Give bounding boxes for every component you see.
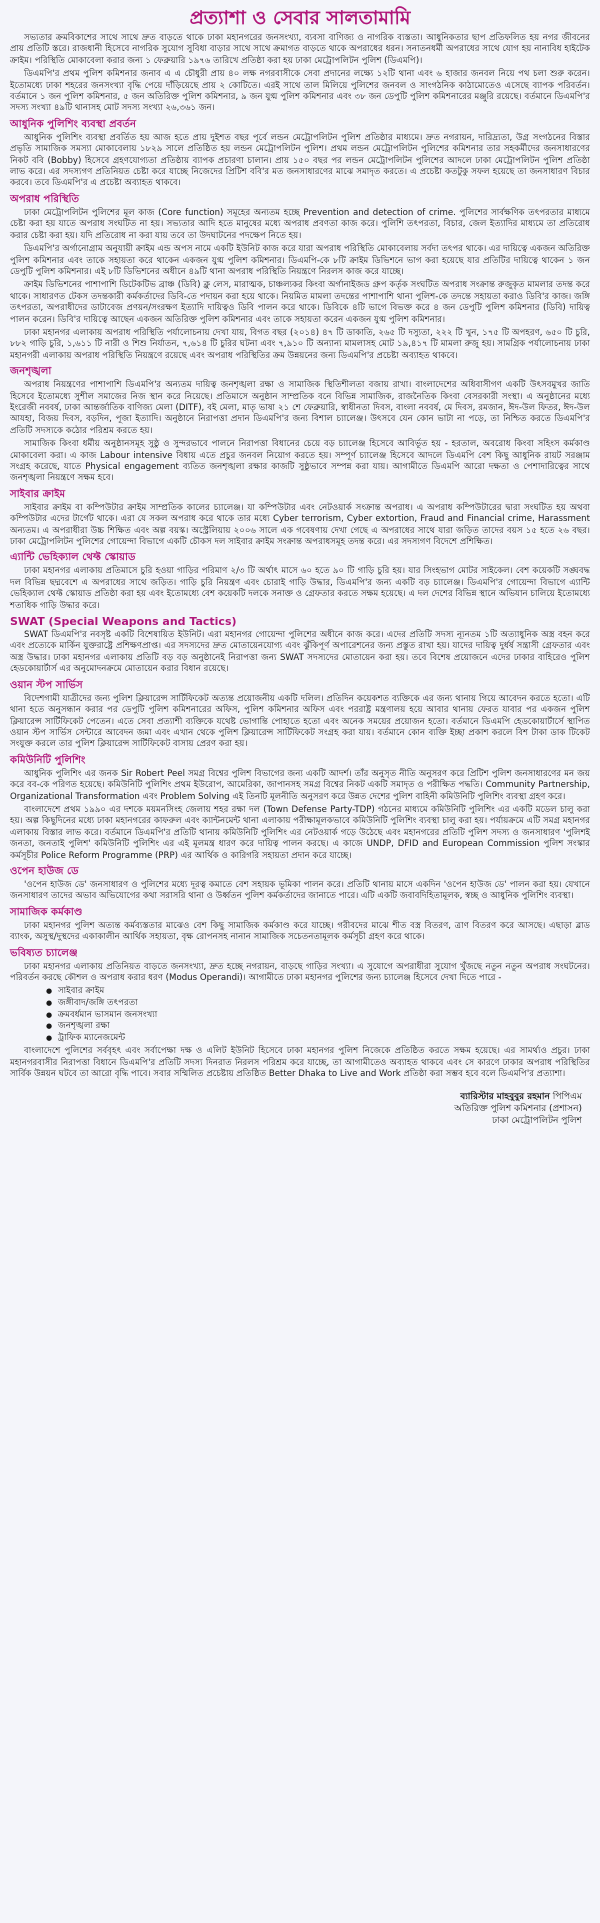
section-paragraph: ঢাকা মহানগর এলাকায় প্রতিমাসে চুরি হওয়া গাড়ির পরিমাণ ২/৩ টি অর্থাৎ মাসে ৬০ হতে ৯০ টি গাড়ি চুরি হয়। যার সিংহভাগ মোটর সাইকেল। বেশ কয়েকটি সঙ্ঘবদ্ধ দল বিভিন্ন ছদ্মবেশে এ অপরাধের সাথে জড়িত। গাড়ি চুরি নিয়ন্ত্রণ এবং চোরাই গাড়ি উদ্ধার, ডিএমপি'র জন্য একটি বড় চ্যালেঞ্জ। ডিএমপি'র গোয়েন্দা বিভাগে এ্যান্টি ভেহিক্যাল থেফ্ট স্কোয়াড প্রতিষ্ঠা করা হয় এবং ইতোমধ্যে বেশ কয়েকটি দলকে সনাক্ত ও গ্রেফতার করতে সক্ষম হয়েছে। এ দল দেশের বিভিন্ন স্থানে অভিযান চালিয়ে ইতোমধ্যে শতাধিক গাড়ি উদ্ধার করে। <box>10 566 590 611</box>
section-paragraph: 'ওপেন হাউজ ডে' জনসাধারণ ও পুলিশের মধ্যে দূরত্ব কমাতে বেশ সহায়ক ভূমিকা পালন করে। প্রতিটি থানায় মাসে একদিন 'ওপেন হাউজ ডে' পালন করা হয়। যেখানে জনসাধারণ তাদের অভাব অভিযোগের কথা সরাসরি থানা ও উর্ধ্বতন পুলিশ কর্মকর্তাদের জানাতে পারে। এটি একটি জবাবদিহিতামূলক, স্বচ্ছ ও আধুনিক পুলিশিং ব্যবস্থা। <box>10 879 590 902</box>
list-item: ● ট্রাফিক ম্যানেজমেন্ট <box>58 1033 590 1045</box>
section-paragraph: আধুনিক পুলিশিং ব্যবস্থা প্রবর্তিত হয় আজ হতে প্রায় দুইশত বছর পূর্বে লন্ডন মেট্রোপলিটন পুলিশ প্রতিষ্ঠার মাধ্যমে। দ্রুত নগরায়ন, দারিদ্র্যতা, উগ্র সংগঠনের বিস্তার প্রভৃতি সামাজিক সমস্যা মোকাবেলায় ১৮২৯ সালে প্রতিষ্ঠিত হয় লন্ডন মেট্রোপলিটন পুলিশ। প্রথম লন্ডন মেট্রোপলিটন পুলিশের কমিশনার তার সহকর্মীদের জনসাধারণের নিকট ববি (Bobby) হিসেবে গ্রহণযোগ্যতা প্রতিষ্ঠায় ব্যাপক প্রচারণা চালান। প্রায় ১৫০ বছর পর লন্ডন মেট্রোপলিটন পুলিশের আদলে ঢাকা মেট্রোপলিটন পুলিশ প্রতিষ্ঠা লাভ করে। এর সদস্যগণ প্রতিনিয়ত চেষ্টা করে যাচ্ছে নিজেদের প্রিটিশ ববি'র মত জনসাধারণের মাঝে সমাদৃত করতে। এ প্রচেষ্টা কতটুকু সফল হয়েছে তা জনসাধারণ বিচার করবে। তবে ডিএমপি'র এ প্রচেষ্টা অব্যাহত থাকবে। <box>10 132 590 189</box>
signature-designation: অতিরিক্ত পুলিশ কমিশনার (প্রশাসন) <box>454 1103 582 1114</box>
section-heading: SWAT (Special Weapons and Tactics) <box>10 615 237 629</box>
list-item: ● জঙ্গীবাদ/জঙ্গি তৎপরতা <box>58 998 590 1010</box>
list-item: ● সাইবার ক্রাইম <box>58 986 590 998</box>
section-open-house-day <box>10 865 590 903</box>
signature-name: ব্যারিস্টার মাহবুবুর রহমান <box>460 1091 550 1102</box>
section-swat <box>10 615 590 676</box>
section-modern-policing <box>10 118 590 190</box>
section-paragraph: ঢাকা মহানগর এলাকায় অপরাধ পরিস্থিতি পর্যালোচনায় দেখা যায়, বিগত বছর (২০১৪) ৪৭ টি ডাকাতি, ২৬৫ টি দস্যুতা, ২২২ টি খুন, ১৭৫ টি অপহরণ, ৬৫০ টি চুরি, ৮৮২ গাড়ি চুরি, ১,৬১১ টি নারী ও শিশু নির্যাতন, ৭,৬১৪ টি চুরির ঘটনা এবং ৭,৯১০ টি অন্যান্য মামলাসহ মোট ১৯,৪১৭ টি মামলা রুজু হয়। সামগ্রিক পর্যালোচনায় ঢাকা মহানগরী এলাকায় অপরাধ পরিস্থিতি নিয়ন্ত্রণে রয়েছে এবং অপরাধ পরিস্থিতির ক্রম উন্নয়নের জন্য ডিএমপি'র প্রচেষ্টা অব্যাহত থাকবে। <box>10 327 590 361</box>
section-heading: ভবিষ্যত চ্যালেঞ্জ <box>10 947 78 959</box>
section-heading: কমিউনিটি পুলিশিং <box>10 754 86 766</box>
section-cyber-crime <box>10 488 590 549</box>
section-heading: আধুনিক পুলিশিং ব্যবস্থা প্রবর্তন <box>10 118 137 130</box>
section-heading: ওপেন হাউজ ডে <box>10 865 79 877</box>
section-paragraph: বিদেশগামী যাত্রীদের জন্য পুলিশ ক্লিয়ারেন্স সার্টিফিকেট অত্যন্ত প্রয়োজনীয় একটি দলিল। প্রতিদিন কয়েকশত ব্যক্তিকে এর জন্য থানায় গিয়ে আবেদন করতে হতো। এটি থানা হতে অনুসন্ধান করার পর ডেপুটি পুলিশ কমিশনারের অফিস, পুলিশ কমিশনার অফিস এবং পররাষ্ট্র মন্ত্রণালয় হয়ে আবার থানায় ফেরত যাবার পর একজন পুলিশ ক্লিয়ারেন্স সার্টিফিকেট পেতেন। এতে সেবা প্রত্যাশী ব্যক্তিকে যথেষ্ট ভোগান্তি পোহাতে হতো এবং অনেক সময়ের প্রয়োজন হতো। বর্তমানে ডিএমপি হেডকোয়ার্টার্সে স্থাপিত ওয়ান স্টপ সার্ভিস সেন্টারে আবেদন জমা এবং এখান থেকে পুলিশ ক্লিয়ারেন্স সার্টিফিকেট সংগ্রহ করা যায়। বর্তমানে কোন ব্যক্তি ইচ্ছা প্রকাশ করলে বিশ টাকা ডাক টিকেট সংযুক্ত করলে তার পুলিশ ক্লিয়ারেন্স সার্টিফিকেট বাসায় প্রেরণ করা হয়। <box>10 693 590 750</box>
list-item: ● জনশৃঙ্খলা রক্ষা <box>58 1021 590 1033</box>
signature-organization: ঢাকা মেট্রোপলিটন পুলিশ <box>492 1115 582 1126</box>
section-future-challenges <box>10 947 590 1081</box>
list-item: ● ক্রমবর্ধমান ভাসমান জনসংখ্যা <box>58 1010 590 1022</box>
section-paragraph: ঢাকা মহানগর এলাকায় প্রতিনিয়ত বাড়তে জনসংখ্যা, দ্রুত হচ্ছে নগরায়ন, বাড়ছে গাড়ির সংখ্যা। এ সুযোগে অপরাধীরা সুযোগ খুঁজছে নতুন নতুন অপরাধ সংঘটনের। পরিবর্তন করছে কৌশল ও অপরাধ করার ধরণ (Modus Operandi)। আগামীতে ঢাকা মহানগর পুলিশের জন্য চ্যালেঞ্জ হিসেবে দেখা দিতে পারে - <box>10 961 590 983</box>
signature-suffix: পিপিএম <box>552 1091 582 1102</box>
section-heading: জনশৃঙ্খলা <box>10 366 52 378</box>
section-heading: এ্যান্টি ভেহিক্যাল থেফ্ট স্কোয়াড <box>10 552 136 564</box>
section-paragraph: ঢাকা মেট্রোপলিটন পুলিশের মূল কাজ (Core function) সমূহের অন্যতম হচ্ছে Prevention and detection of crime. পুলিশের সার্বক্ষণিক তৎপরতার মাধ্যমে চেষ্টা করা হয় যাতে অপরাধ সংঘটিত না হয়। সভ্যতার আদি হতে মানুষের মধ্যে অপরাধ প্রবণতা কাজ করে। পুলিশি তৎপরতা, বিচার, জেল ইত্যাদির মাধ্যমে তা প্রতিরোধ করার চেষ্টা করা হয়। যদি প্রতিরোধ না করা যায় তবে তা উদঘাটনের পদক্ষেপ নিতে হয়। <box>10 207 590 241</box>
signature-block <box>10 1091 590 1127</box>
section-paragraph: SWAT ডিএমপি'র নবসৃষ্ট একটি বিশেষায়িত ইউনিট। এরা মহানগর গোয়েন্দা পুলিশের অধীনে কাজ করে। এদের প্রতিটি সদস্য ন্যূনতম ১টি অত্যাধুনিক অস্ত্র বহন করে এবং প্রত্যেকে মার্কিন যুক্তরাষ্ট্রে প্রশিক্ষণপ্রাপ্ত। এর সদস্যদের দ্রুত মোতায়েনযোগ্য এবং ঝুঁকিপূর্ণ অপারেশনের জন্য প্রস্তুত রাখা হয়। যাদের দায়িত্ব দুর্ধর্ষ সন্ত্রাসী গ্রেফতার এবং অস্ত্র উদ্ধার। ঢাকা মহানগর এলাকায় প্রতিটি বড় বড় অনুষ্ঠানেই নিরাপত্তা জন্য SWAT সদস্যদের মোতায়েন করা হয়। তবে বিশেষ প্রয়োজনে এদের ঢাকার বাহিরেও পুলিশ হেডকোয়ার্টার্স এর অনুমোদনক্রমে মোতায়েন করার বিধান রয়েছে। <box>10 630 590 675</box>
intro-paragraph: সভ্যতার ক্রমবিকাশের সাথে সাথে দ্রুত বাড়তে থাকে ঢাকা মহানগরের জনসংখ্যা, ব্যবসা বাণিজ্য ও নাগরিক ব্যস্ততা। আধুনিকতার ছাপ প্রতিফলিত হয় নগর জীবনের প্রায় প্রতিটি স্তরে। রাজধানী হিসেবে নাগরিক সুযোগ সুবিধা বাড়ার সাথে সাথে ক্রমাগত বাড়তে থাকে অপরাধের ধরন। সনাতনধর্মী অপরাধের সাথে যোগ হয় নানাবিধ হাইটেক ক্রাইম। পরিস্থিতি মোকাবেলা করার জন্য ১ ফেব্রুয়ারি ১৯৭৬ তারিখে প্রতিষ্ঠা করা হয় ঢাকা মেট্রোপলিটন পুলিশ (ডিএমপি)। <box>10 33 590 66</box>
intro-paragraph: ডিএমপি'র প্রথম পুলিশ কমিশনার জনাব এ এ চৌধুরী প্রায় ৪০ লক্ষ নগরবাসীকে সেবা প্রদানের লক্ষ্যে ১২টি থানা এবং ৬ হাজার জনবল নিয়ে পথ চলা শুরু করেন। ইতোমধ্যে ঢাকা শহরের জনসংখ্যা বৃদ্ধি পেয়ে দাঁড়িয়েছে প্রায় ২ কোটিতে। এরই সাথে তাল মিলিয়ে পুলিশের জনবল ও সাংগঠনিক কাঠামোতেও এসেছে ব্যাপক পরিবর্তন। বর্তমানে ১ জন পুলিশ কমিশনার, ৫ জন অতিরিক্ত পুলিশ কমিশনার, ৯ জন যুগ্ম পুলিশ কমিশনার এবং ৩৮ জন ডেপুটি পুলিশ কমিশনারের মঞ্জুরি রয়েছে। বর্তমানে ডিএমপি'র সদস্য সংখ্যা ৪৯টি থানাসহ মোট সদস্য সংখ্যা ২৬,৩৬১ জন। <box>10 69 590 114</box>
section-paragraph: সামাজিক কিংবা ধর্মীয় অনুষ্ঠানসমূহ সুষ্ঠু ও সুন্দরভাবে পালনে নিরাপত্তা বিধানের চেয়ে বড় চ্যালেঞ্জ হিসেবে আবির্ভূত হয় - হরতাল, অবরোধ কিংবা সহিংস কর্মকাণ্ড মোকাবেলা করা। এ কাজ Labour intensive বিধায় এতে প্রচুর জনবল নিয়োগ করতে হয়। সম্পূর্ণ চ্যালেঞ্জ হিসেবে আদলে ডিএমপি বেশ কিছু আধুনিক রায়ট সরঞ্জাম সংগ্রহ করেছে, যাতে Physical engagement ব্যতিত জনশৃঙ্খলা রক্ষার কাজটি সুষ্ঠুভাবে সম্পন্ন করা যায়। আগামীতে ডিএমপি আরো দক্ষতা ও পেশাদারিত্বের সাথে জনশৃঙ্খলা নিয়ন্ত্রণে সক্ষম হবে। <box>10 439 590 484</box>
section-crime-situation <box>10 193 590 362</box>
section-paragraph: বাংলাদেশে প্রথম ১৯৯০ এর দশকে ময়মনসিংহ জেলায় শহর রক্ষা দল (Town Defense Party-TDP) গঠনের মাধ্যমে কমিউনিটি পুলিশিং এর একটি মডেল চালু করা হয়। অল্প কিছুদিনের মধ্যে ঢাকা মহানগরের কাফরুল এবং ক্যান্টনমেন্ট থানা এলাকায় পরীক্ষামূলকভাবে কমিউনিটি পুলিশিং ব্যবস্থা চালু করা হয়। পর্যায়ক্রমে এটি সমগ্র মহানগর এলাকায় বিস্তার লাভ করে। বর্তমানে ডিএমপি'র প্রতিটি থানায় কমিউনিটি পুলিশিং এর নেটওয়ার্ক গড়ে উঠেছে এবং মহানগরের প্রতিটি পুলিশ সদস্য ও জনসাধারণ 'পুলিশই জনতা, জনতাই পুলিশ' কমিউনিটি পুলিশিং এর এই মূলমন্ত্র ধারণ করে দায়িত্ব পালন করছে। এ কাজে UNDP, DFID and European Commission পুলিশ সংস্কার কর্মসূচীর Police Reform Programme (PRP) এর আর্থিক ও কারিগরি সহায়তা প্রদান করে যাচ্ছে। <box>10 804 590 861</box>
section-heading: অপরাধ পরিস্থিতি <box>10 193 80 205</box>
section-heading: সাইবার ক্রাইম <box>10 488 66 500</box>
challenge-list <box>10 986 590 1044</box>
section-paragraph: অপরাধ নিয়ন্ত্রণের পাশাপাশি ডিএমপি'র অন্যতম দায়িত্ব জনশৃঙ্খলা রক্ষা ও সামাজিক স্থিতিশীলতা বজায় রাখা। বাংলাদেশের অধিবাসীগণ একটি উৎসবমুখর জাতি হিসেবে ইতোমধ্যে সুশীল সমাজের নিজ স্থান করে নিয়েছে। প্রতিমাসে অনুষ্ঠান সাম্প্রতিক বনে বিভিন্ন সামাজিক, রাজনৈতিক কিংবা বেসরকারী সংস্থা। এ অনুষ্ঠানের মধ্যে ইংরেজী নববর্ষ, ঢাকা আন্তর্জাতিক বাণিজ্য মেলা (DITF), বই মেলা, মাতৃ ভাষা ২১ শে ফেব্রুয়ারি, স্বাধীনতা দিবস, বাংলা নববর্ষ, মে দিবস, রমজান, ঈদ-উল ফিতর, ঈদ-উল আযহা, বিজয় দিবস, বড়দিন, পূজা ইত্যাদি। অনুষ্ঠানে নিরাপত্তা প্রদান ডিএমপি'র জন্য বিশাল চ্যালেঞ্জ। উৎসবে যেন কোন ভাটা না পড়ে, তা নিশ্চিত করতে ডিএমপি'র প্রতিটি সদস্যকে কঠোর পরিশ্রম করতে হয়। <box>10 380 590 436</box>
section-paragraph: ঢাকা মহানগর পুলিশ অত্যন্ত কর্মব্যস্ততার মাঝেও বেশ কিছু সামাজিক কর্মকাণ্ড করে যাচ্ছে। গরীবদের মাঝে শীত বস্ত্র বিতরণ, ত্রাণ বিতরণ করে আসছে। এছাড়া ব্লাড ব্যাংক, অসুস্থ/দুস্থদের একাকালীন আর্থিক সহায়তা, বৃক্ষ রোপনসহ নানান সামাজিক সচেতনতামূলক কর্মসূচী গ্রহণ করে থাকে। <box>10 920 590 943</box>
section-paragraph: আধুনিক পুলিশিং এর জনক Sir Robert Peel সমগ্র বিশ্বের পুলিশ বিভাগের জন্য একটি আদর্শ। তাঁর অনুসৃত নীতি অনুসরণ করে প্রিটিশ পুলিশ জনসাধারণের মন জয় করে বব-কে পরিণত হয়েছে। কমিউনিটি পুলিশিং প্রথম ইউরোপ, আমেরিকা, জাপানসহ সমগ্র বিশ্বের নিকট একটি সমাদৃত ও পরীক্ষিত পদ্ধতি। Community Partnership, Organizational Transformation এবং Problem Solving এই তিনটি মূলনীতি অনুসরণ করে উন্নত দেশের পুলিশ বাহিনী কমিউনিটি পুলিশিং ব্যবস্থা গ্রহণ করে। <box>10 768 590 802</box>
closing-paragraph: বাংলাদেশে পুলিশের সর্ববৃহৎ এবং সর্বাপেক্ষা দক্ষ ও এলিট ইউনিট হিসেবে ঢাকা মহানগর পুলিশ নিজেকে প্রতিষ্ঠিত করতে সক্ষম হয়েছে। এর সামর্থ্যও প্রচুর। ঢাকা মহানগরবাসীর নিরাপত্তা বিধানে ডিএমপি'র প্রতিটি সদস্য দিনরাত নিরলস পরিশ্রম করে যাচ্ছে, তা আগামীতেও অব্যাহত থাকবে এবং সে কারণে ঢাকার অপরাধ পরিস্থিতির সার্বিক উন্নয়ন ঘটবে তা আরো বৃদ্ধি পাবে। সবার সম্মিলিত প্রচেষ্টায় প্রতিষ্ঠিত Better Dhaka to Live and Work প্রতিষ্ঠা করা সম্ভব হবে বলে ডিএমপি'র প্রত্যাশা। <box>10 1046 590 1080</box>
section-paragraph: সাইবার ক্রাইম বা কম্পিউটার ক্রাইম সাম্প্রতিক কালের চ্যালেঞ্জ। যা কম্পিউটার এবং নেটওয়ার্ক সংক্রান্ত অপরাধ। এ অপরাধ কম্পিউটারের দ্বারা সংঘটিত হয় অথবা কম্পিউটার এদের টার্গেট থাকে। এরা যে সকল অপরাধ করে থাকে তার মধ্যে Cyber terrorism, Cyber extortion, Fraud and Financial crime, Harassment অন্যতম। এ অপরাধীরা উচ্চ শিক্ষিত এবং অল্প বয়স্ক। অস্ট্রেলিয়ায় ২০০৬ সালে এক গবেষণায় দেখা গেছে এ অপরাধের সাথে যারা জড়িত তাদের বয়স ১৫ হতে ২৬ বছর। ঢাকা মেট্রোপলিটন পুলিশের গোয়েন্দা বিভাগে একটি চৌকস দল সাইবার ক্রাইম সংক্রান্ত অপরাধসমূহ তদন্ত করে। এর সদস্যগণ বিদেশে প্রশিক্ষিত। <box>10 502 590 548</box>
section-heading: ওয়ান স্টপ সার্ভিস <box>10 679 83 691</box>
article-title: প্রত্যাশা ও সেবার সালতামামি <box>189 7 411 29</box>
section-heading: সামাজিক কর্মকাণ্ড <box>10 906 83 918</box>
section-social-activities <box>10 906 590 944</box>
section-anti-vehicle-theft <box>10 551 590 612</box>
section-one-stop-service <box>10 679 590 751</box>
section-public-order <box>10 365 590 485</box>
section-paragraph: ডিএমপি'র অর্গানোগ্রাম অনুযায়ী ক্রাইম এন্ড অপস নামে একটি ইউনিট কাজ করে যারা অপরাধ পরিস্থিতি মোকাবেলায় সর্বদা তৎপর থাকে। এর দায়িত্বে একজন অতিরিক্ত পুলিশ কমিশনার এবং তাকে সহায়তা করে থাকেন একজন যুগ্ম পুলিশ কমিশনার। ডিএমপি-কে ৮টি ক্রাইম ডিভিশনে ভাগ করা হয়েছে যার প্রতিটির দায়িত্বে থাকেন ১ জন ডেপুটি পুলিশ কমিশনার। এই ৮টি ডিভিশনের অধীনে ৪৯টি থানা অপরাধ পরিস্থিতি নিয়ন্ত্রণে নিরলস কাজ করে যাচ্ছে। <box>10 244 590 277</box>
section-paragraph: ক্রাইম ডিভিশনের পাশাপাশি ডিটেকটিভ ব্রাঞ্চ (ডিবি) ক্লু লেস, মারাত্মক, চাঞ্চল্যকর কিংবা অর্গানাইজড গ্রুপ কর্তৃক সংঘটিত অপরাধ সংক্রান্ত রুজুকৃত মামলার তদন্ত করে থাকে। সাধারণত টেকস তদন্তকারী কর্মকর্তাদের ডিবি-তে পদায়ন করা হয়ে থাকে। নিয়মিত মামলা তদন্তের পাশাপাশি থানা পুলিশ-কে তদন্তে সহায়তা করাও ডিবি'র কাজ। জঙ্গি তৎপরতা, অপরাধীদের ডাটাবেজ প্রণয়ন/সংরক্ষণ ইত্যাদি দায়িত্বও ডিবি পালন করে থাকে। ডিবিকে ৪টি ভাগে বিভক্ত করে ৪ জন ডেপুটি পুলিশ কমিশনার (ডিবি) দায়িত্ব পালন করেন। ডিবি'র দায়িত্বে আছেন একজন অতিরিক্ত পুলিশ কমিশনার এবং তাকে সহায়তা করেন একজন যুগ্ম পুলিশ কমিশনার। <box>10 280 590 325</box>
section-community-policing <box>10 754 590 862</box>
